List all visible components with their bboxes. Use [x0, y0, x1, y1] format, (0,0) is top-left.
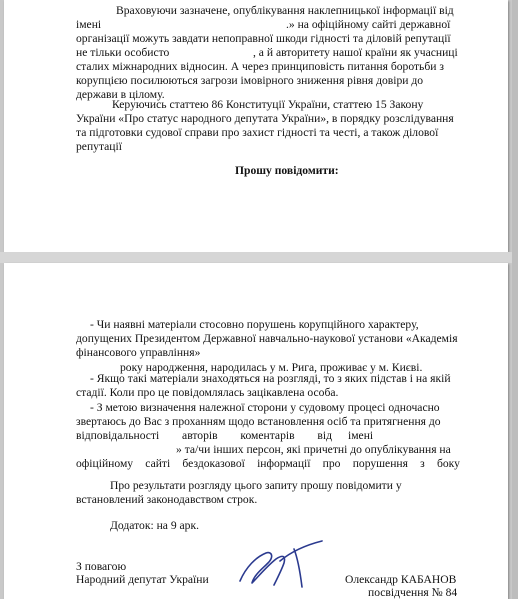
scrollbar-track	[512, 0, 518, 599]
word: відповідальності	[76, 429, 160, 442]
paragraph-line: .» на офіційному сайті державної	[286, 18, 451, 31]
paragraph-line: репутації	[76, 140, 122, 153]
request-heading: Прошу повідомити:	[235, 164, 339, 177]
letter-page-1	[4, 0, 508, 252]
paragraph-line: фінансового управління»	[76, 346, 201, 359]
letter-page-2	[4, 263, 508, 599]
paragraph-line: року народження, народилась у м. Рига, проживає у м. Києві.	[120, 361, 423, 374]
paragraph-line: стадії. Коли про це повідомлялась зацікавлена особа.	[76, 386, 339, 399]
paragraph-line: - Чи наявні матеріали стосовно порушень корупційного характеру,	[90, 318, 419, 331]
paragraph-line: , а й авторитету нашої країни як учасниці	[253, 46, 458, 59]
paragraph-line: звертаюсь до Вас з проханням щодо встановлення осіб та притягнення до	[76, 415, 441, 428]
word: авторів	[182, 429, 218, 442]
word: інформації	[257, 457, 311, 470]
word: коментарів	[240, 429, 295, 442]
paragraph-line: організації можуть завдати непоправної шкоди гідності та діловій репутації	[76, 32, 451, 45]
paragraph-line: імені	[76, 18, 102, 31]
word: сайті	[145, 457, 171, 470]
paragraph-line: імені	[348, 429, 374, 442]
paragraph-line: корупцією посилюються загрози імовірного зниження рівня довіри до	[76, 74, 424, 87]
certificate-number: посвідчення № 84	[368, 586, 458, 599]
paragraph-line: Враховуючи зазначене, опублікування наклепницької інформації від	[116, 4, 454, 17]
paragraph-line: України «Про статус народного депутата України», в порядку розслідування	[76, 112, 454, 125]
paragraph-line: та підготовки судової справи про захист гідності та честі, а також ділової	[76, 126, 439, 139]
word: боку	[436, 457, 460, 470]
paragraph-line: сталих міжнародних відносин. А через принциповість питання боротьби з	[76, 60, 444, 73]
page-gap	[0, 252, 518, 263]
word: з	[420, 457, 425, 470]
word: порушення	[352, 457, 408, 470]
sender-name: Олександр КАБАНОВ	[345, 573, 457, 586]
paragraph-line: не тільки особисто	[76, 46, 170, 59]
paragraph-line: встановлений законодавством строк.	[76, 493, 258, 506]
paragraph-line	[76, 429, 332, 442]
word: офіційному	[76, 457, 134, 470]
paragraph-line: Про результати розгляду цього запиту прошу повідомити у	[110, 479, 402, 492]
paragraph-line: - З метою визначення належної сторони у судовому процесі одночасно	[90, 401, 440, 414]
paragraph-line: - Якщо такі матеріали знаходяться на розгляді, то з яких підстав і на якій	[90, 372, 451, 385]
attachment-note: Додаток: на 9 арк.	[110, 519, 199, 532]
closing-phrase: З повагою	[76, 560, 127, 573]
sender-title: Народний депутат України	[76, 573, 209, 586]
handwritten-signature	[232, 537, 328, 593]
word: про	[322, 457, 341, 470]
paragraph-line: допущених Президентом Державної навчально-наукової установи «Академія	[76, 332, 458, 345]
paragraph-line: Керуючись статтею 86 Конституції України, статтею 15 Закону	[112, 98, 424, 111]
word: бездоказової	[182, 457, 245, 470]
paragraph-line: держави в цілому.	[76, 88, 165, 101]
paragraph-line	[76, 457, 460, 470]
word: від	[317, 429, 332, 442]
paragraph-line: » та/чи інших персон, які причетні до опублікування на	[176, 443, 451, 456]
